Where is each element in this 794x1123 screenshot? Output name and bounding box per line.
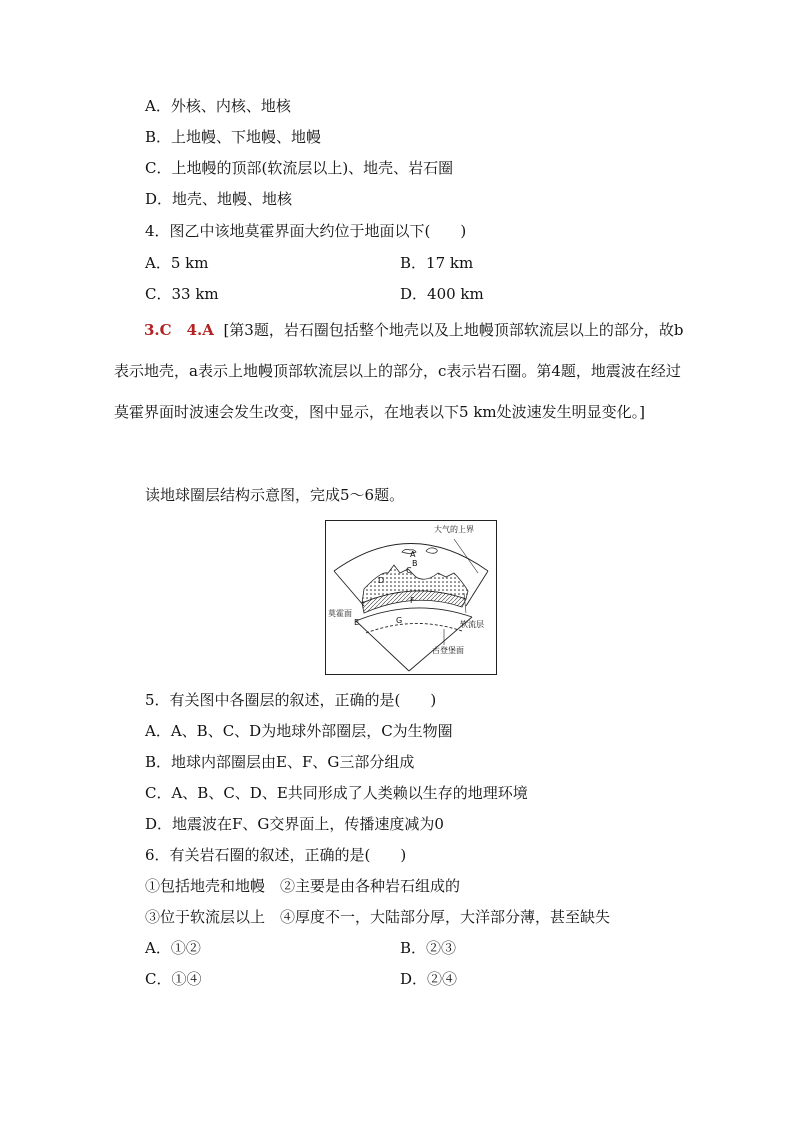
label-e: E xyxy=(354,618,360,627)
q6-statements-1: ①包括地壳和地幔 ②主要是由各种岩石组成的 xyxy=(145,877,461,895)
label-g: G xyxy=(396,616,403,625)
q3-option-d: D．地壳、地幔、地核 xyxy=(145,190,293,208)
label-d: D xyxy=(378,576,385,585)
q5-option-d: D．地震波在F、G交界面上，传播速度减为0 xyxy=(145,815,444,833)
earth-sphere-diagram xyxy=(325,520,497,675)
q6-option-c: C．①④ xyxy=(145,970,202,988)
q6-stem: 6．有关岩石圈的叙述，正确的是( ) xyxy=(145,846,407,864)
label-c: C xyxy=(406,566,412,575)
answer-explanation xyxy=(114,310,684,433)
answer-key: 3.C 4.A xyxy=(144,321,214,339)
q5-option-c: C．A、B、C、D、E共同形成了人类赖以生存的地理环境 xyxy=(145,784,528,802)
q5-stem: 5．有关图中各圈层的叙述，正确的是( ) xyxy=(145,691,437,709)
q4-option-c: C．33 km xyxy=(145,285,219,303)
q4-option-b: B．17 km xyxy=(400,254,474,272)
q3-option-a: A．外核、内核、地核 xyxy=(145,97,291,115)
label-b: B xyxy=(412,559,418,568)
gutenberg-arc xyxy=(366,623,462,633)
q6-option-a: A．①② xyxy=(145,939,201,957)
q3-option-b: B．上地幔、下地幔、地幔 xyxy=(145,128,322,146)
q5-option-b: B．地球内部圈层由E、F、G三部分组成 xyxy=(145,753,415,771)
cloud-shape xyxy=(426,548,437,553)
q4-option-a: A．5 km xyxy=(145,254,209,272)
section-intro: 读地球圈层结构示意图，完成5～6题。 xyxy=(145,486,405,504)
label-a: A xyxy=(410,550,416,559)
q6-statements-2: ③位于软流层以上 ④厚度不一，大陆部分厚，大洋部分薄，甚至缺失 xyxy=(145,908,611,926)
q3-option-c: C．上地幔的顶部(软流层以上)、地壳、岩石圈 xyxy=(145,159,454,177)
label-moho: 莫霍面 xyxy=(328,609,352,618)
label-gutenberg: 古登堡面 xyxy=(432,646,464,655)
q6-option-b: B．②③ xyxy=(400,939,457,957)
label-f: F xyxy=(410,596,415,605)
label-atmosphere-top: 大气的上界 xyxy=(434,525,474,534)
q4-stem: 4．图乙中该地莫霍界面大约位于地面以下( ) xyxy=(145,222,467,240)
q4-option-d: D．400 km xyxy=(400,285,484,303)
mantle-arc xyxy=(356,608,472,621)
explanation-text: [第3题，岩石圈包括整个地壳以及上地幔顶部软流层以上的部分，故b表示地壳，a表示上地幔顶部软流层以上的部分，c表示岩石圈。第4题，地震波在经过莫霍界面时波速会发生改变，图中显示，在地表以下5 km处波速发生明显变化。] xyxy=(114,321,684,421)
q5-option-a: A．A、B、C、D为地球外部圈层，C为生物圈 xyxy=(145,722,453,740)
q6-option-d: D．②④ xyxy=(400,970,458,988)
label-asthenosphere: 软流层 xyxy=(460,620,484,629)
